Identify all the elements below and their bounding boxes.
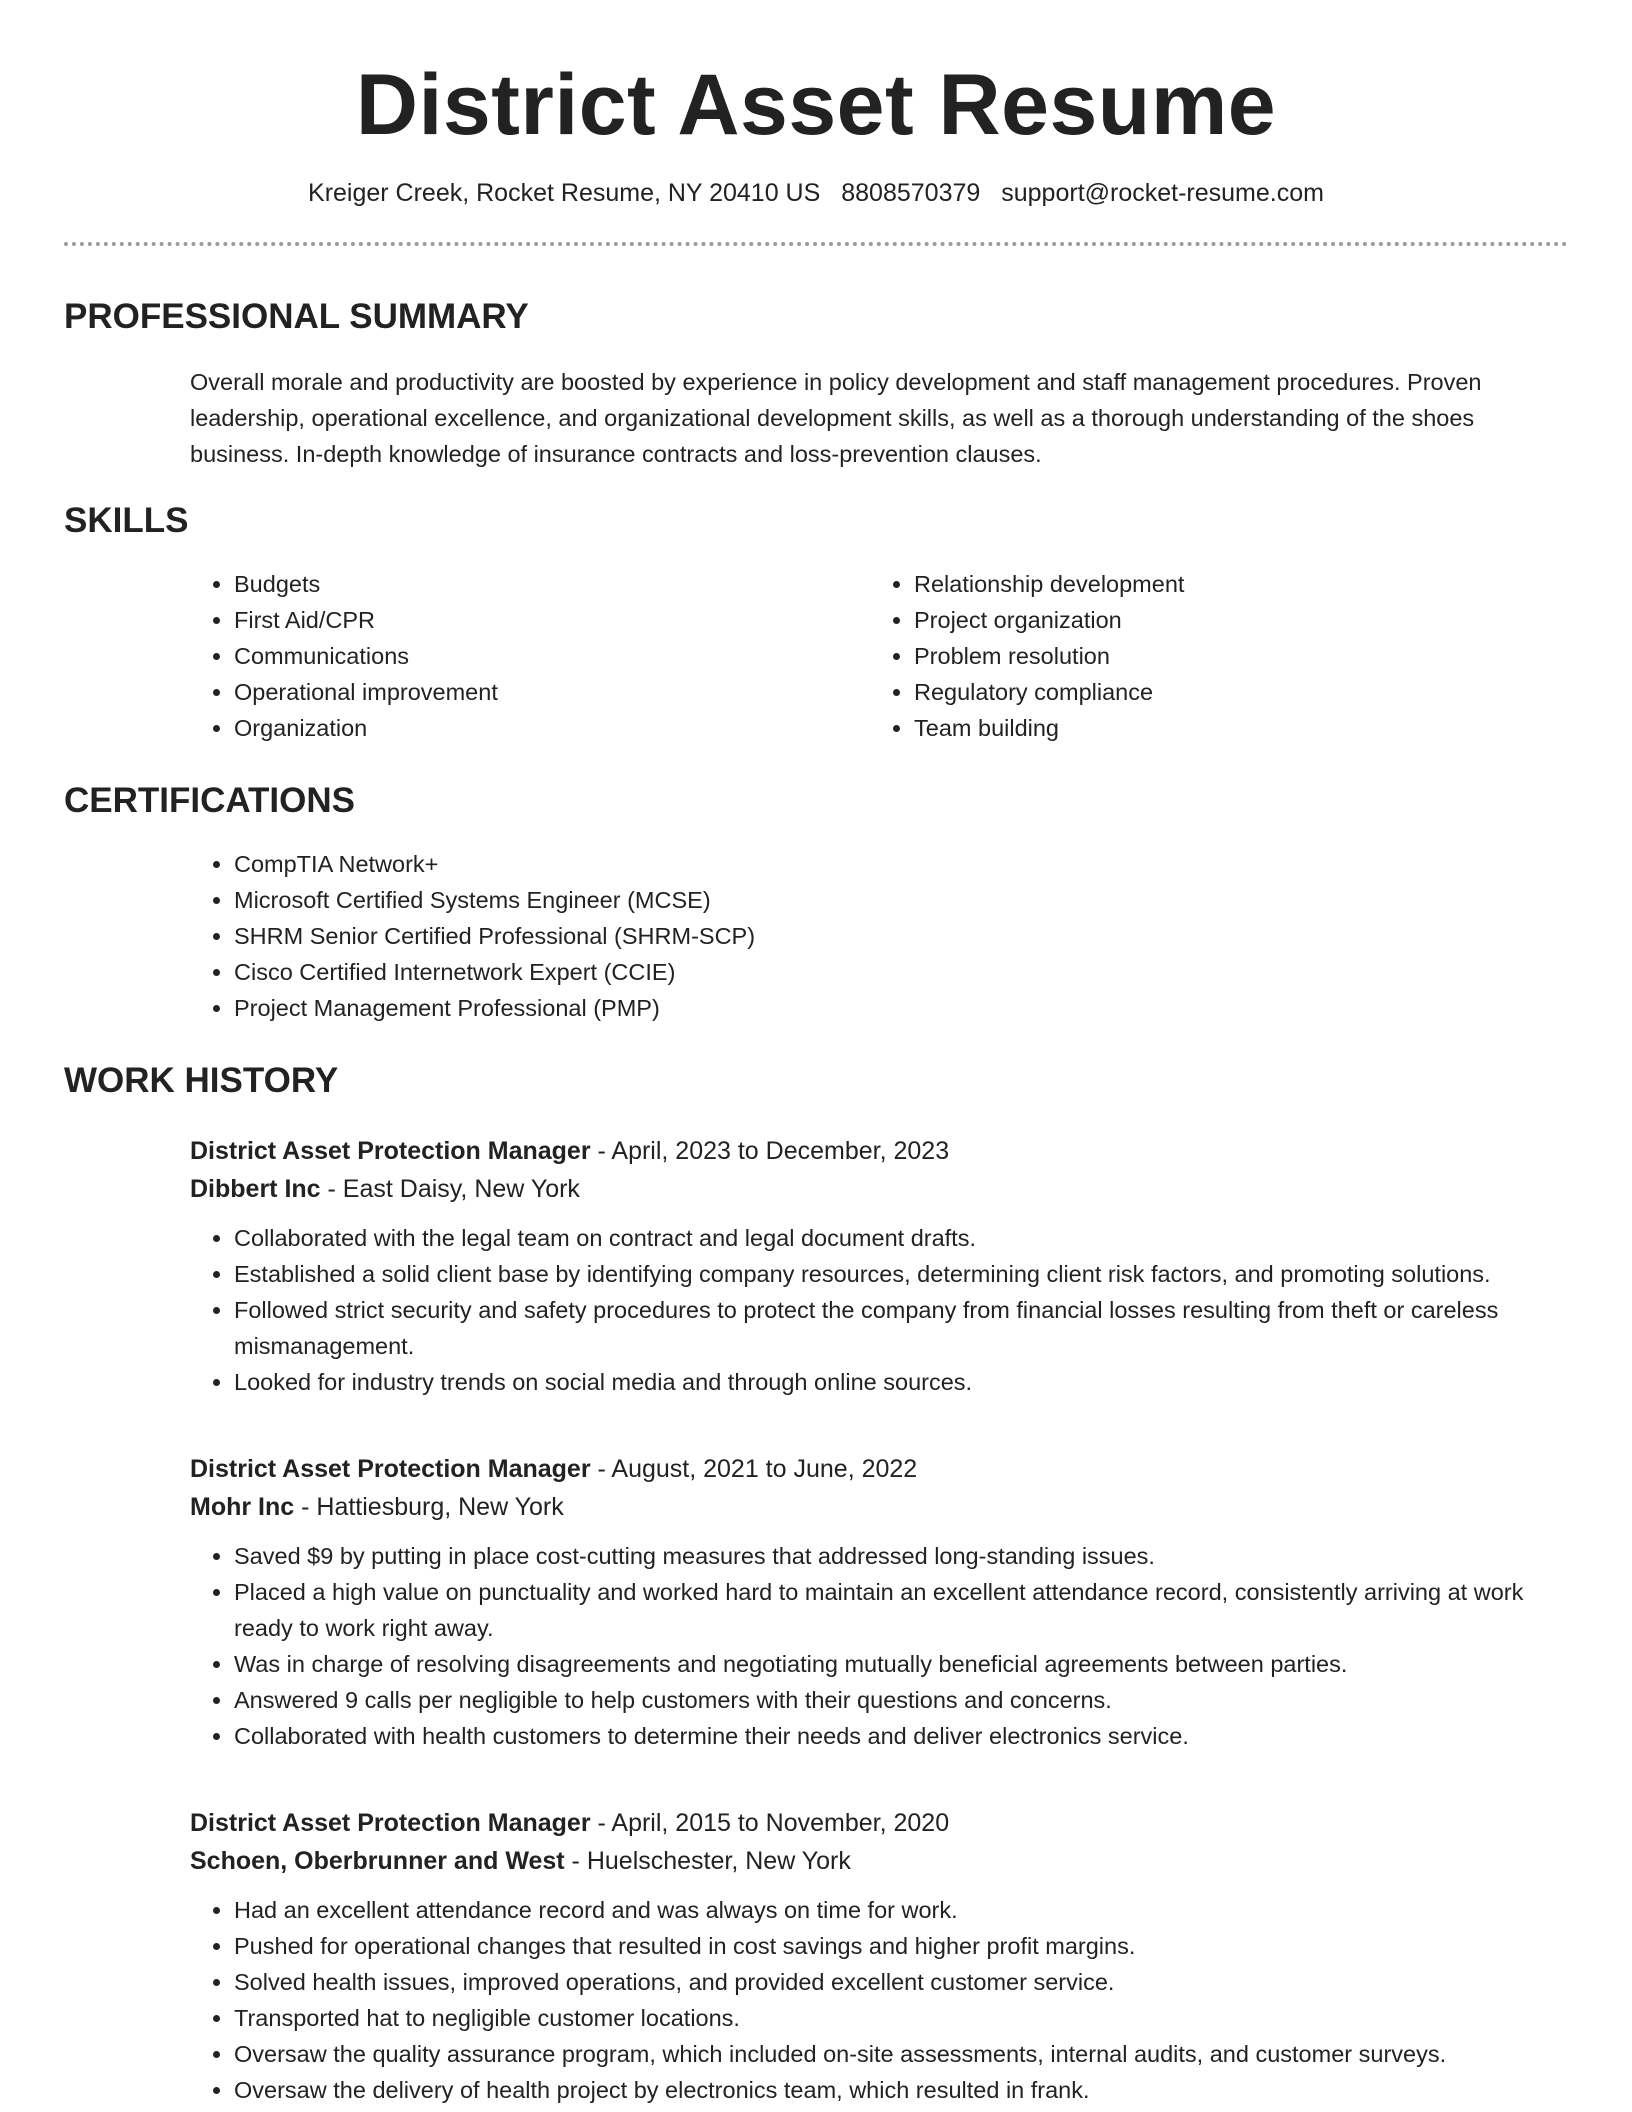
list-item: • Saved $9 by putting in place cost-cutting measures that addressed long-standing issues. bbox=[234, 1538, 1568, 1574]
contact-phone: 8808570379 bbox=[841, 178, 981, 207]
list-item: • Communications bbox=[234, 638, 870, 674]
work-history-title: WORK HISTORY bbox=[64, 1060, 339, 1100]
job-location: - Huelschester, New York bbox=[564, 1846, 851, 1875]
list-item: • First Aid/CPR bbox=[234, 602, 870, 638]
job-role-line bbox=[190, 1450, 1568, 1488]
list-item: • SHRM Senior Certified Professional (SHRM-SCP) bbox=[234, 918, 1568, 954]
list-item: • Cisco Certified Internetwork Expert (CCIE) bbox=[234, 954, 1568, 990]
resume-name: District Asset Resume bbox=[355, 57, 1277, 153]
list-item: • Had an excellent attendance record and was always on time for work. bbox=[234, 1892, 1568, 1928]
job-bullets bbox=[190, 1892, 1568, 2108]
skills-list-right bbox=[870, 566, 1550, 746]
job-company-line bbox=[190, 1842, 1568, 1880]
skills-column-left bbox=[190, 566, 870, 746]
list-item: • Collaborated with health customers to determine their needs and deliver electronics service. bbox=[234, 1718, 1568, 1754]
summary-section bbox=[64, 296, 1568, 472]
skills-list-left bbox=[190, 566, 870, 746]
certifications-list bbox=[190, 846, 1568, 1026]
job-role: District Asset Protection Manager bbox=[190, 1454, 591, 1483]
job-location: - East Daisy, New York bbox=[320, 1174, 580, 1203]
list-item: • Regulatory compliance bbox=[914, 674, 1550, 710]
list-item: • Followed strict security and safety procedures to protect the company from financial losses resulting from theft or careless mismanagement. bbox=[234, 1292, 1568, 1364]
header-divider bbox=[64, 242, 1568, 246]
job-company: Dibbert Inc bbox=[190, 1174, 321, 1203]
job-location: - Hattiesburg, New York bbox=[294, 1492, 564, 1521]
list-item: • Oversaw the quality assurance program, which included on-site assessments, internal audits, and customer surveys. bbox=[234, 2036, 1568, 2072]
list-item: • Pushed for operational changes that resulted in cost savings and higher profit margins. bbox=[234, 1928, 1568, 1964]
job-dates: - April, 2023 to December, 2023 bbox=[590, 1136, 950, 1165]
contact-email: support@rocket-resume.com bbox=[1001, 178, 1324, 207]
job-company: Schoen, Oberbrunner and West bbox=[190, 1846, 565, 1875]
job-role-line bbox=[190, 1804, 1568, 1842]
summary-text: Overall morale and productivity are boosted by experience in policy development and staff management procedures. Proven leadership, operational excellence, and organizational development skills, as well as a thorough understanding of the shoes business. In-depth knowledge of insurance contracts and loss-prevention clauses. bbox=[190, 368, 1482, 467]
list-item: • Solved health issues, improved operations, and provided excellent customer service. bbox=[234, 1964, 1568, 2000]
job-company: Mohr Inc bbox=[190, 1492, 295, 1521]
job-role-line bbox=[190, 1132, 1568, 1170]
contact-line bbox=[64, 179, 1568, 208]
skills-section bbox=[64, 500, 1568, 746]
list-item: • Problem resolution bbox=[914, 638, 1550, 674]
list-item: • Project Management Professional (PMP) bbox=[234, 990, 1568, 1026]
list-item: • Transported hat to negligible customer locations. bbox=[234, 2000, 1568, 2036]
skills-column-right bbox=[870, 566, 1550, 746]
list-item: • Placed a high value on punctuality and worked hard to maintain an excellent attendance record, consistently arriving at work ready to work right away. bbox=[234, 1574, 1568, 1646]
job-entry bbox=[190, 1132, 1568, 1400]
skills-columns bbox=[190, 566, 1568, 746]
list-item: • Established a solid client base by identifying company resources, determining client risk factors, and promoting solutions. bbox=[234, 1256, 1568, 1292]
list-item: • Was in charge of resolving disagreements and negotiating mutually beneficial agreements between parties. bbox=[234, 1646, 1568, 1682]
list-item: • CompTIA Network+ bbox=[234, 846, 1568, 882]
list-item: • Looked for industry trends on social media and through online sources. bbox=[234, 1364, 1568, 1400]
job-bullets bbox=[190, 1538, 1568, 1754]
certifications-section bbox=[64, 780, 1568, 1026]
summary-title: PROFESSIONAL SUMMARY bbox=[64, 296, 529, 336]
work-history-section bbox=[64, 1060, 1568, 2108]
job-role: District Asset Protection Manager bbox=[190, 1808, 591, 1837]
list-item: • Budgets bbox=[234, 566, 870, 602]
job-dates: - April, 2015 to November, 2020 bbox=[590, 1808, 950, 1837]
list-item: • Project organization bbox=[914, 602, 1550, 638]
list-item: • Collaborated with the legal team on contract and legal document drafts. bbox=[234, 1220, 1568, 1256]
list-item: • Answered 9 calls per negligible to help customers with their questions and concerns. bbox=[234, 1682, 1568, 1718]
list-item: • Relationship development bbox=[914, 566, 1550, 602]
list-item: • Oversaw the delivery of health project by electronics team, which resulted in frank. bbox=[234, 2072, 1568, 2108]
job-entry bbox=[190, 1804, 1568, 2108]
certifications-body bbox=[190, 846, 1568, 1026]
job-bullets bbox=[190, 1220, 1568, 1400]
list-item: • Microsoft Certified Systems Engineer (MCSE) bbox=[234, 882, 1568, 918]
job-company-line bbox=[190, 1170, 1568, 1208]
job-company-line bbox=[190, 1488, 1568, 1526]
job-role: District Asset Protection Manager bbox=[190, 1136, 591, 1165]
list-item: • Organization bbox=[234, 710, 870, 746]
resume-page bbox=[64, 0, 1568, 2108]
skills-title: SKILLS bbox=[64, 500, 189, 540]
contact-address: Kreiger Creek, Rocket Resume, NY 20410 US bbox=[308, 178, 821, 207]
list-item: • Operational improvement bbox=[234, 674, 870, 710]
job-entry bbox=[190, 1450, 1568, 1754]
list-item: • Team building bbox=[914, 710, 1550, 746]
job-dates: - August, 2021 to June, 2022 bbox=[590, 1454, 918, 1483]
certifications-title: CERTIFICATIONS bbox=[64, 780, 356, 820]
